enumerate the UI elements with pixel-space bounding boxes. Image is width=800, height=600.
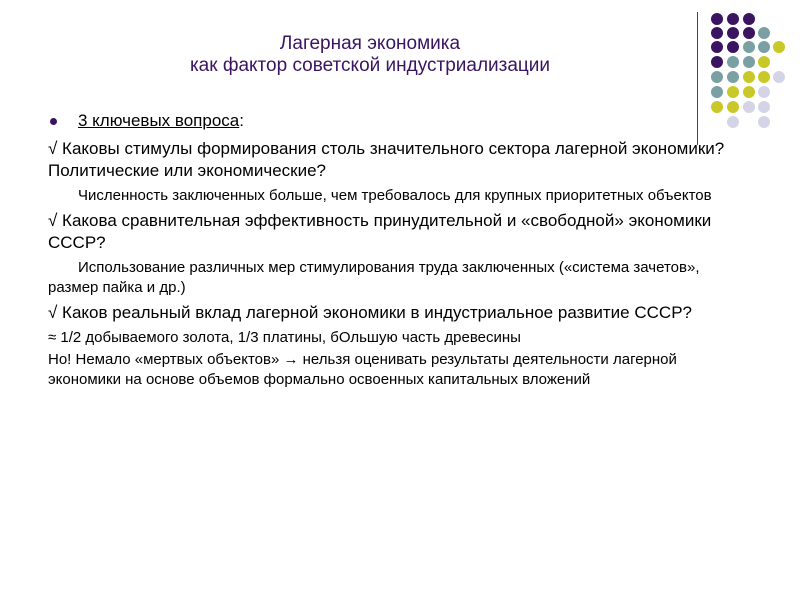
dot [758,116,770,128]
dot [711,27,723,39]
dot [773,71,785,83]
dot [727,71,739,83]
title-line-2: как фактор советской индустриализации [189,55,551,76]
dot [711,71,723,83]
dot [758,41,770,53]
dot [727,56,739,68]
bullet-item [48,110,748,132]
dot [758,86,770,98]
note: Но! Немало «мертвых объектов» → нельзя оценивать результаты деятельности лагерной экономики на основе объемов формально освоенных капитальных вложений [48,351,677,388]
dot [727,13,739,25]
slide-body [48,110,748,392]
dot [773,41,785,53]
dot [743,27,755,39]
dot [743,41,755,53]
answer-3: ≈ 1/2 добываемого золота, 1/3 платины, бОльшую часть древесины [48,329,521,346]
question-1: √ Каковы стимулы формирования столь значительного сектора лагерной экономики? Политические или экономические? [48,139,725,180]
dot [758,71,770,83]
answer-2: Использование различных мер стимулирования труда заключенных («система зачетов», размер пайка и др.) [48,259,700,296]
answer-1: Численность заключенных больше, чем требовалось для крупных приоритетных объектов [78,187,712,204]
dot [743,86,755,98]
bullet-suffix: : [239,111,244,130]
dot [743,56,755,68]
dot [711,13,723,25]
dot [711,41,723,53]
question-2: √ Какова сравнительная эффективность принудительной и «свободной» экономики СССР? [48,211,712,252]
question-3: √ Каков реальный вклад лагерной экономики в индустриальное развитие СССР? [48,303,692,322]
dot [727,27,739,39]
dot [758,101,770,113]
dot [711,86,723,98]
dot [758,56,770,68]
dot [727,41,739,53]
dot [711,56,723,68]
dot [743,71,755,83]
dot [758,27,770,39]
bullet-dot-icon [50,118,57,125]
bullet-label: 3 ключевых вопроса [78,111,240,130]
title-line-1: Лагерная экономика [279,33,461,54]
dot [727,86,739,98]
dot [743,13,755,25]
